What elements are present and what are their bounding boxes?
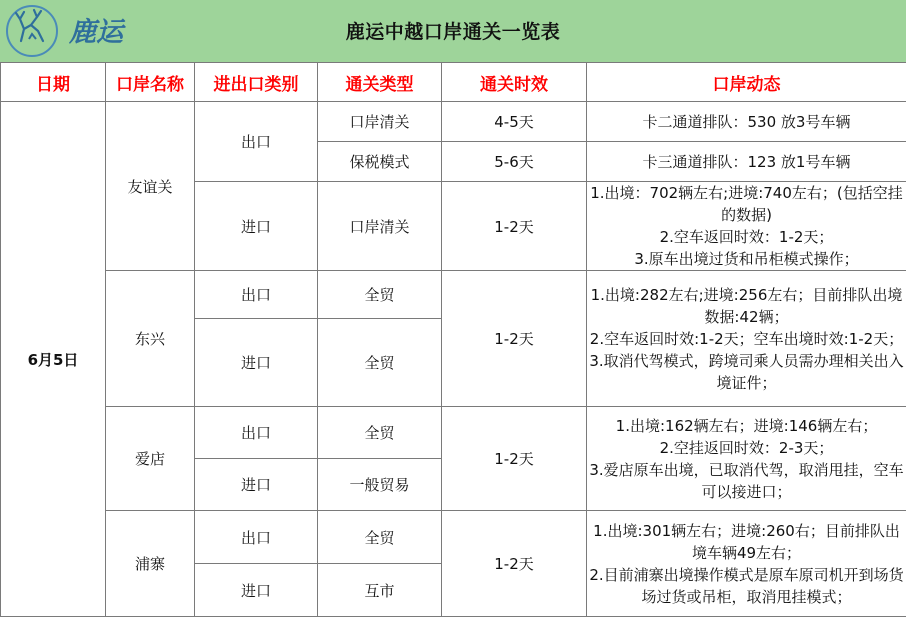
status-cell: 1.出境：702辆左右;进境:740左右；(包括空挂的数据) 2.空车返回时效：1-2天； 3.原车出境过货和吊柜模式操作； bbox=[587, 182, 906, 271]
svg-text:鹿运: 鹿运 bbox=[69, 17, 123, 48]
date-cell: 6月5日 bbox=[1, 102, 106, 617]
header-row bbox=[1, 63, 906, 102]
status-cell: 1.出境:301辆左右；进境:260右；目前排队出境车辆49左右； 2.目前浦寨出境操作模式是原车原司机开到场货场过货或吊柜，取消甩挂模式； bbox=[587, 511, 906, 617]
page-title: 鹿运中越口岸通关一览表 bbox=[345, 21, 561, 43]
table-row bbox=[1, 407, 906, 459]
clearance-table bbox=[0, 62, 906, 617]
col-header-direction: 进出口类别 bbox=[195, 63, 318, 102]
col-header-port: 口岸名称 bbox=[106, 63, 195, 102]
direction-cell: 进口 bbox=[195, 182, 318, 271]
direction-cell: 出口 bbox=[195, 511, 318, 564]
port-name-youyiguan: 友谊关 bbox=[106, 102, 195, 271]
timing-cell: 1-2天 bbox=[442, 511, 587, 617]
status-cell: 1.出境:162辆左右；进境:146辆左右； 2.空挂返回时效：2-3天； 3.爱店原车出境，已取消代驾，取消甩挂，空车可以接进口； bbox=[587, 407, 906, 511]
timing-cell: 1-2天 bbox=[442, 182, 587, 271]
direction-cell: 出口 bbox=[195, 407, 318, 459]
direction-cell: 出口 bbox=[195, 102, 318, 182]
clearance-type-cell: 全贸 bbox=[318, 511, 442, 564]
col-header-timing: 通关时效 bbox=[442, 63, 587, 102]
timing-cell: 1-2天 bbox=[442, 407, 587, 511]
clearance-type-cell: 口岸清关 bbox=[318, 102, 442, 142]
clearance-type-cell: 全贸 bbox=[318, 271, 442, 319]
direction-cell: 进口 bbox=[195, 319, 318, 407]
title-bar bbox=[0, 0, 906, 63]
clearance-type-cell: 全贸 bbox=[318, 407, 442, 459]
status-cell: 1.出境:282左右;进境:256左右；目前排队出境数据:42辆； 2.空车返回时效:1-2天；空车出境时效:1-2天； 3.取消代驾模式，跨境司乘人员需办理相关出入境证件； bbox=[587, 271, 906, 407]
direction-cell: 出口 bbox=[195, 271, 318, 319]
direction-cell: 进口 bbox=[195, 564, 318, 617]
status-cell: 卡二通道排队：530 放3号车辆 bbox=[587, 102, 906, 142]
col-header-status: 口岸动态 bbox=[587, 63, 906, 102]
timing-cell: 5-6天 bbox=[442, 142, 587, 182]
timing-cell: 4-5天 bbox=[442, 102, 587, 142]
direction-cell: 进口 bbox=[195, 459, 318, 511]
table-row bbox=[1, 271, 906, 319]
col-header-clearance: 通关类型 bbox=[318, 63, 442, 102]
timing-cell: 1-2天 bbox=[442, 271, 587, 407]
clearance-type-cell: 保税模式 bbox=[318, 142, 442, 182]
status-cell: 卡三通道排队：123 放1号车辆 bbox=[587, 142, 906, 182]
port-name-aidian: 爱店 bbox=[106, 407, 195, 511]
clearance-type-cell: 一般贸易 bbox=[318, 459, 442, 511]
port-name-dongxing: 东兴 bbox=[106, 271, 195, 407]
table-row bbox=[1, 102, 906, 142]
col-header-date: 日期 bbox=[1, 63, 106, 102]
port-name-puzhai: 浦寨 bbox=[106, 511, 195, 617]
clearance-type-cell: 全贸 bbox=[318, 319, 442, 407]
clearance-type-cell: 口岸清关 bbox=[318, 182, 442, 271]
table-row bbox=[1, 511, 906, 564]
clearance-type-cell: 互市 bbox=[318, 564, 442, 617]
